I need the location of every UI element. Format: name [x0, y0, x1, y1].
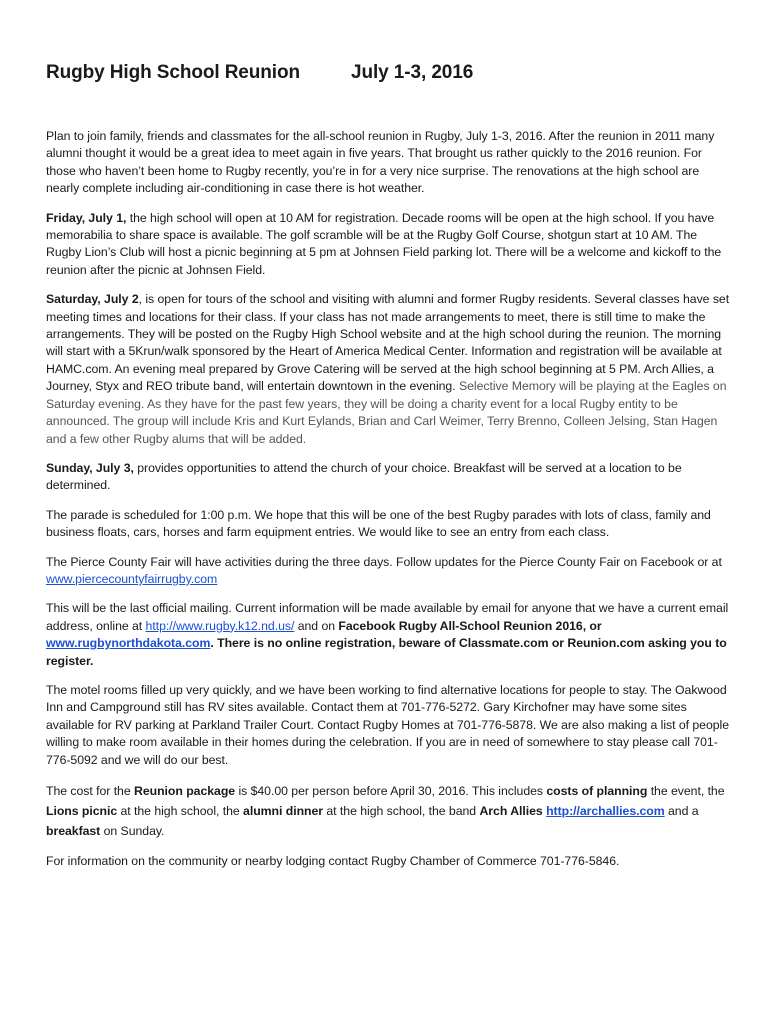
- cost-bold-3: Lions picnic: [46, 804, 118, 818]
- cost-text-5: at the high school, the band: [323, 804, 480, 818]
- sunday-text: provides opportunities to attend the church of your choice. Breakfast will be served at a location to be determined.: [46, 460, 682, 493]
- saturday-label: Saturday, July 2: [46, 292, 139, 307]
- friday-text: the high school will open at 10 AM for registration. Decade rooms will be open at the high school. If you have memorabilia to share space is available. The golf scramble will be at the Rugby Golf Course, shotgun start at 10 AM. The Rugby Lion’s Club will host a picnic beginning at 5 pm at Johnsen Field parking lot. There will be a welcome and kickoff to the reunion after the picnic at Johnsen Field.: [46, 210, 722, 277]
- saturday-text: , is open for tours of the school and visiting with alumni and former Rugby residents. Several classes have set meeting times and locations for their class. If your class has not made arrangements to meet, there is still time to make the arrangements. They will be posted on the Rugby High School website and at the high school during the reunion. The morning will start with a 5Krun/walk sponsored by the Heart of America Medical Center. Information and registration will be available at HAMC.com. An evening meal prepared by Grove Catering will be served at the high school beginning at 5 PM. Arch Allies, a Journey, Styx and REO tribute band, will entertain downtown in the evening.: [46, 292, 730, 394]
- document-header: [46, 62, 730, 84]
- cost-bold-2: costs of planning: [546, 784, 648, 798]
- fair-link[interactable]: www.piercecountyfairrugby.com: [46, 571, 218, 586]
- sunday-label: Sunday, July 3,: [46, 460, 134, 475]
- fair-text: The Pierce County Fair will have activities during the three days. Follow updates for the Pierce County Fair on Facebook or at: [46, 554, 722, 569]
- cost-bold-1: Reunion package: [134, 784, 236, 798]
- school-website-link[interactable]: http://www.rugby.k12.nd.us/: [145, 618, 295, 633]
- friday-label: Friday, July 1,: [46, 210, 127, 225]
- mailing-bold-2: . There is no online registration, beware of Classmate.com or Reunion.com asking you to register.: [46, 636, 727, 668]
- cost-text-6: and a: [664, 804, 699, 818]
- intro-paragraph: Plan to join family, friends and classmates for the all-school reunion in Rugby, July 1-3, 2016. After the reunion in 2011 many alumni thought it would be a great idea to meet again in five years. That brought us rather quickly to the 2016 reunion. For those who haven’t been home to Rugby recently, you’re in for a very nice surprise. The renovations at the high school are nearly complete including air-conditioning in case there is hot weather.: [46, 129, 715, 196]
- motel-paragraph: The motel rooms filled up very quickly, and we have been working to find alternative locations for people to stay. The Oakwood Inn and Campground still has RV sites available. Contact them at 701-776-5272. Gary Kirchofner may have some sites available for RV parking at Parkland Trailer Court. Contact Rugby Homes at 701-776-5878. We are also making a list of people willing to make room available in their homes during the celebration. If you are in need of somewhere to stay please call 701-776-5092 and we will do our best.: [46, 682, 730, 767]
- saturday-paragraph: [46, 291, 730, 448]
- cost-bold-5: Arch Allies: [479, 804, 543, 818]
- cost-text-1: The cost for the: [46, 784, 135, 798]
- cost-paragraph: [46, 781, 730, 841]
- fair-paragraph: [46, 554, 730, 589]
- mailing-text-2: and on: [294, 618, 339, 633]
- cost-text-7: on Sunday.: [100, 824, 165, 838]
- cost-bold-6: breakfast: [46, 824, 101, 838]
- document-title: Rugby High School Reunion: [46, 62, 300, 83]
- document-page: [46, 62, 730, 882]
- mailing-bold-1: Facebook Rugby All-School Reunion 2016, or: [338, 618, 602, 633]
- info-paragraph: For information on the community or nearby lodging contact Rugby Chamber of Commerce 701-776-5846.: [46, 854, 620, 868]
- friday-paragraph: [46, 210, 730, 280]
- cost-text-2: is $40.00 per person before April 30, 2016. This includes: [235, 784, 547, 798]
- mailing-paragraph: [46, 600, 730, 670]
- parade-paragraph: The parade is scheduled for 1:00 p.m. We hope that this will be one of the best Rugby parades with lots of class, family and business floats, cars, horses and farm equipment entries. We would like to see an entry from each class.: [46, 507, 711, 540]
- mailing-text-1: This will be the last official mailing. Current information will be made available by email for anyone that we have a current email address, online at: [46, 601, 729, 633]
- saturday-grey-text: Selective Memory will be playing at the Eagles on Saturday evening. As they have for the past few years, they will be doing a charity event for a local Rugby entity to be announced. The group will include Kris and Kurt Eylands, Brian and Carl Weimer, Terry Brenno, Colleen Jelsing, Stan Hagen and a few other Rugby alums that will be added.: [46, 379, 727, 446]
- reunion-dates: July 1-3, 2016: [351, 62, 474, 83]
- cost-text-4: at the high school, the: [117, 804, 244, 818]
- sunday-paragraph: [46, 460, 730, 495]
- cost-text-3: the event, the: [647, 784, 725, 798]
- rugby-nd-link[interactable]: www.rugbynorthdakota.com: [46, 636, 211, 651]
- cost-bold-4: alumni dinner: [243, 804, 324, 818]
- arch-allies-link[interactable]: http://archallies.com: [546, 804, 665, 818]
